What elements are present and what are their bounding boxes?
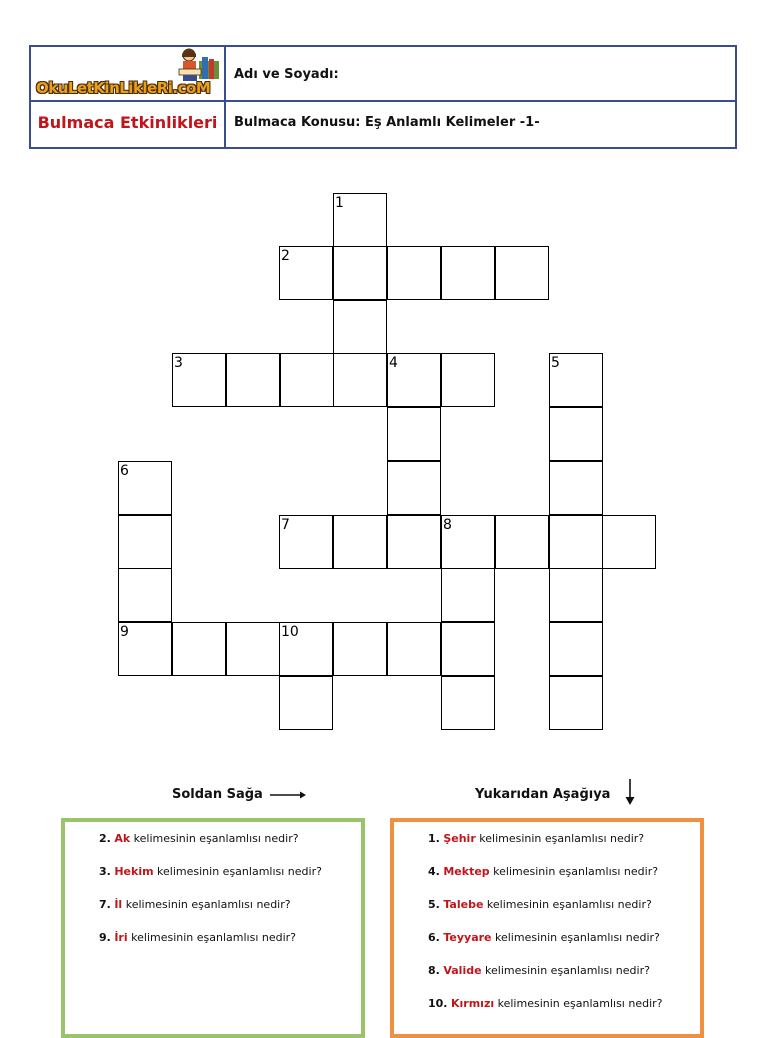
grid-cell[interactable] xyxy=(387,515,441,569)
clue-number: 10 xyxy=(281,624,299,640)
grid-cell[interactable] xyxy=(333,515,387,569)
grid-cell[interactable] xyxy=(387,246,441,300)
grid-cell[interactable] xyxy=(226,622,280,676)
down-heading-text: Yukarıdan Aşağıya xyxy=(475,787,611,802)
worksheet-header xyxy=(29,45,737,149)
clue-item: 5. Talebe kelimesinin eşanlamlısı nedir? xyxy=(428,898,652,911)
grid-cell[interactable] xyxy=(279,246,333,300)
section-title: Bulmaca Etkinlikleri xyxy=(37,113,218,132)
arrow-down-icon xyxy=(624,778,636,806)
across-heading-text: Soldan Sağa xyxy=(172,787,263,802)
grid-cell[interactable] xyxy=(333,246,387,300)
grid-cell[interactable] xyxy=(118,622,172,676)
clue-item: 3. Hekim kelimesinin eşanlamlısı nedir? xyxy=(99,865,322,878)
grid-cell[interactable] xyxy=(549,568,603,622)
grid-cell[interactable] xyxy=(172,353,226,407)
across-clues-box xyxy=(61,818,365,1038)
grid-cell[interactable] xyxy=(549,676,603,730)
clue-number: 4 xyxy=(389,355,398,371)
clue-item: 8. Valide kelimesinin eşanlamlısı nedir? xyxy=(428,964,650,977)
grid-cell[interactable] xyxy=(279,622,333,676)
clue-number: 1 xyxy=(335,195,344,211)
down-clues-box xyxy=(390,818,704,1038)
grid-cell[interactable] xyxy=(333,622,387,676)
clue-item: 9. İri kelimesinin eşanlamlısı nedir? xyxy=(99,931,297,944)
across-heading xyxy=(172,787,307,802)
clue-number: 8 xyxy=(443,517,452,533)
student-name-field[interactable] xyxy=(226,47,735,102)
grid-cell[interactable] xyxy=(279,676,333,730)
reading-girl-logo-icon xyxy=(171,47,223,83)
clue-number: 7 xyxy=(281,517,290,533)
grid-cell[interactable] xyxy=(226,353,280,407)
clue-number: 3 xyxy=(174,355,183,371)
grid-cell[interactable] xyxy=(118,461,172,515)
grid-cell[interactable] xyxy=(441,622,495,676)
logo-cell xyxy=(31,47,226,102)
grid-cell[interactable] xyxy=(441,353,495,407)
grid-cell[interactable] xyxy=(602,515,656,569)
grid-cell[interactable] xyxy=(387,353,441,407)
grid-cell[interactable] xyxy=(549,461,603,515)
topic-cell xyxy=(226,102,735,147)
grid-cell[interactable] xyxy=(495,515,549,569)
grid-cell[interactable] xyxy=(280,353,334,407)
grid-cell[interactable] xyxy=(387,622,441,676)
grid-cell[interactable] xyxy=(333,353,387,407)
grid-cell[interactable] xyxy=(549,407,603,461)
clue-item: 6. Teyyare kelimesinin eşanlamlısı nedir? xyxy=(428,931,660,944)
grid-cell[interactable] xyxy=(441,676,495,730)
grid-cell[interactable] xyxy=(549,353,603,407)
clue-number: 6 xyxy=(120,463,129,479)
grid-cell[interactable] xyxy=(118,515,172,569)
grid-cell[interactable] xyxy=(387,407,441,461)
section-title-cell xyxy=(31,102,226,147)
grid-cell[interactable] xyxy=(172,622,226,676)
grid-cell[interactable] xyxy=(441,568,495,622)
name-label: Adı ve Soyadı: xyxy=(234,67,339,82)
clue-item: 7. İl kelimesinin eşanlamlısı nedir? xyxy=(99,898,291,911)
clue-number: 2 xyxy=(281,248,290,264)
arrow-right-icon xyxy=(269,790,307,800)
grid-cell[interactable] xyxy=(333,300,387,354)
grid-cell[interactable] xyxy=(441,515,495,569)
grid-cell[interactable] xyxy=(387,461,441,515)
grid-cell[interactable] xyxy=(333,193,387,247)
clue-item: 1. Şehir kelimesinin eşanlamlısı nedir? xyxy=(428,832,645,845)
grid-cell[interactable] xyxy=(549,515,603,569)
clue-item: 2. Ak kelimesinin eşanlamlısı nedir? xyxy=(99,832,299,845)
grid-cell[interactable] xyxy=(441,246,495,300)
grid-cell[interactable] xyxy=(279,515,333,569)
clue-item: 4. Mektep kelimesinin eşanlamlısı nedir? xyxy=(428,865,659,878)
topic-label: Bulmaca Konusu: Eş Anlamlı Kelimeler -1- xyxy=(234,115,540,130)
grid-cell[interactable] xyxy=(549,622,603,676)
grid-cell[interactable] xyxy=(495,246,549,300)
clue-number: 9 xyxy=(120,624,129,640)
site-logo-text: OkuLetKinLikleRi.coM xyxy=(36,79,211,97)
down-heading xyxy=(475,787,610,802)
clue-item: 10. Kırmızı kelimesinin eşanlamlısı nedir? xyxy=(428,997,663,1010)
grid-cell[interactable] xyxy=(118,568,172,622)
clue-number: 5 xyxy=(551,355,560,371)
